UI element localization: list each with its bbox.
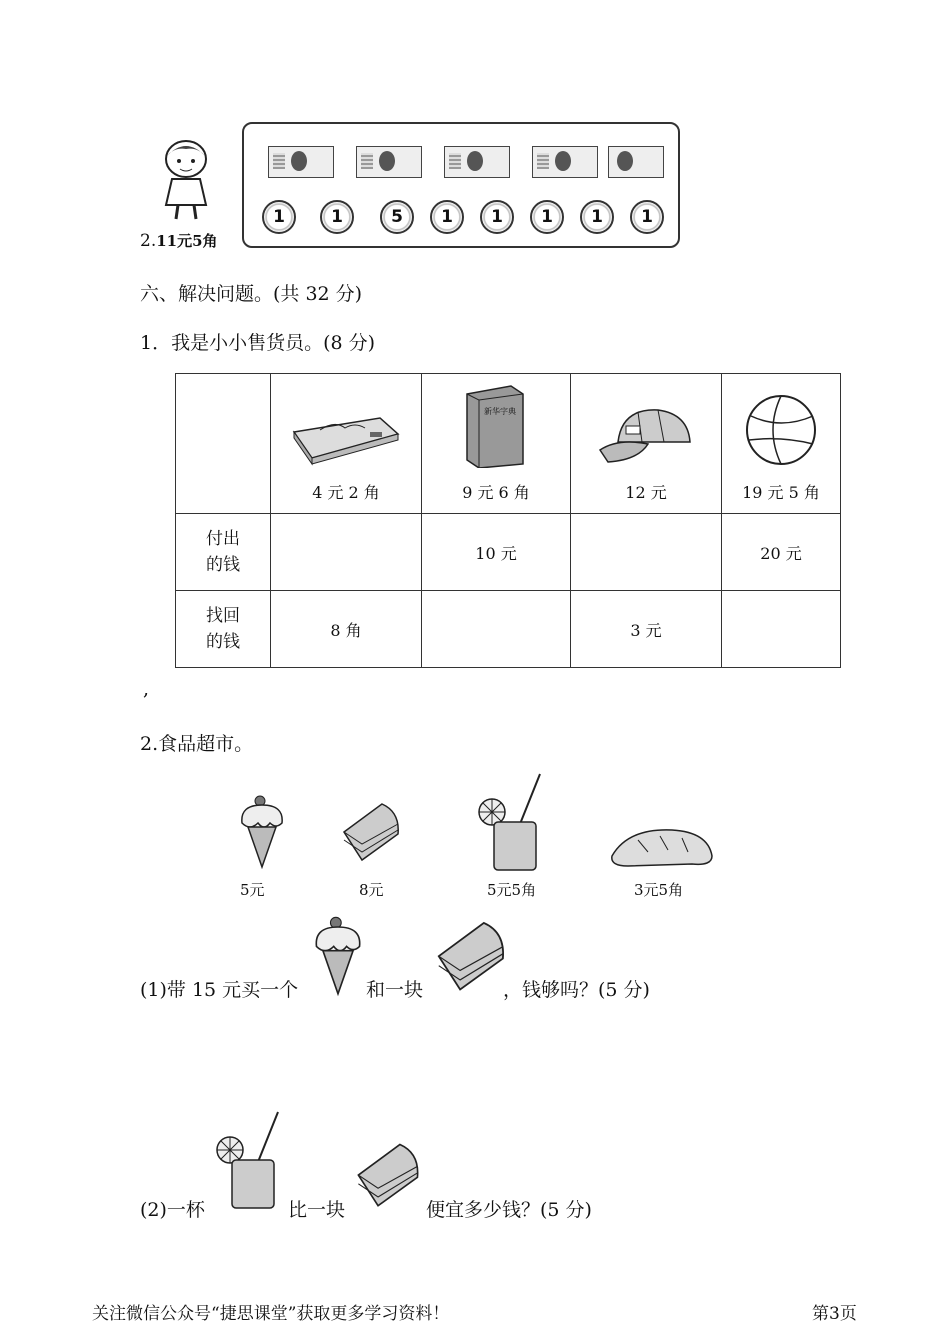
change-cell[interactable]: 3 元 (571, 591, 722, 668)
paid-cell[interactable] (571, 514, 722, 591)
shop-table (175, 373, 841, 668)
stray-mark: , (143, 678, 150, 700)
ball-icon (743, 392, 819, 468)
juice-food (472, 772, 548, 876)
paid-cell[interactable]: 10 元 (422, 514, 571, 591)
item-cell-cap (571, 374, 722, 514)
coin: 1 (262, 200, 296, 234)
ice-cream-icon (236, 793, 288, 869)
question-number: 2. (140, 231, 157, 251)
bread-food (608, 826, 716, 872)
row-header-paid: 付出 的钱 (176, 514, 271, 591)
coin: 1 (580, 200, 614, 234)
change-cell[interactable] (722, 591, 841, 668)
coin: 1 (480, 200, 514, 234)
banknote (268, 146, 334, 178)
cake-inline (434, 918, 510, 996)
pencil-case-icon (290, 412, 402, 468)
ice-cream-icon (310, 912, 366, 998)
food-price: 3元5角 (634, 881, 684, 899)
footer-note: 关注微信公众号“捷思课堂”获取更多学习资料！ (92, 1304, 450, 1324)
book-title: 新华字典 (484, 407, 516, 416)
food-price: 5元5角 (487, 881, 537, 899)
item-cell-pencil-case (271, 374, 422, 514)
coin: 1 (430, 200, 464, 234)
paid-cell[interactable]: 20 元 (722, 514, 841, 591)
item-cell-dictionary (422, 374, 571, 514)
bread-icon (608, 826, 716, 868)
banknote (356, 146, 422, 178)
paid-cell[interactable] (271, 514, 422, 591)
banknote (444, 146, 510, 178)
cake-icon (354, 1138, 424, 1210)
food-price: 5元 (240, 881, 265, 899)
coin: 5 (380, 200, 414, 234)
coin: 1 (530, 200, 564, 234)
page-number: 第3页 (812, 1304, 857, 1324)
juice-icon (472, 772, 548, 872)
juice-icon (210, 1108, 286, 1212)
item-price: 4 元 2 角 (312, 483, 380, 502)
banknote (532, 146, 598, 178)
dictionary-icon (461, 384, 531, 468)
item-price: 9 元 6 角 (462, 483, 530, 502)
ice-cream-food (236, 793, 288, 873)
amount-label: 11元5角 (156, 232, 218, 250)
girl-illustration (158, 135, 214, 225)
table-corner-cell (176, 374, 271, 514)
cap-icon (598, 402, 694, 468)
cake-icon (434, 918, 510, 992)
item-price: 12 元 (625, 483, 667, 502)
sub-question-2-part-b: 比一块 (288, 1199, 346, 1221)
change-cell[interactable]: 8 角 (271, 591, 422, 668)
sub-question-2-part-c: 便宜多少钱？(5 分) (426, 1199, 592, 1221)
sub-question-1-part-c: ，钱够吗？(5 分) (503, 979, 650, 1001)
question-2-title: 2.食品超市。 (140, 733, 254, 755)
ice-cream-inline (310, 912, 366, 1002)
cake-icon (340, 800, 404, 862)
row-header-change: 找回 的钱 (176, 591, 271, 668)
item-price: 19 元 5 角 (742, 483, 820, 502)
change-cell[interactable] (422, 591, 571, 668)
item-cell-ball (722, 374, 841, 514)
coin: 1 (320, 200, 354, 234)
food-price: 8元 (359, 881, 384, 899)
cake-food (340, 800, 404, 866)
question-1-title: 1．我是小小售货员。(8 分) (140, 332, 376, 354)
banknote (608, 146, 664, 178)
section-title: 六、解决问题。(共 32 分) (140, 283, 363, 305)
money-box (242, 122, 680, 248)
juice-inline (210, 1108, 286, 1216)
sub-question-2-part-a: (2)一杯 (140, 1199, 205, 1221)
sub-question-1-part-a: (1)带 15 元买一个 (140, 979, 299, 1001)
coin: 1 (630, 200, 664, 234)
cake-inline (354, 1138, 424, 1214)
sub-question-1-part-b: 和一块 (366, 979, 424, 1001)
